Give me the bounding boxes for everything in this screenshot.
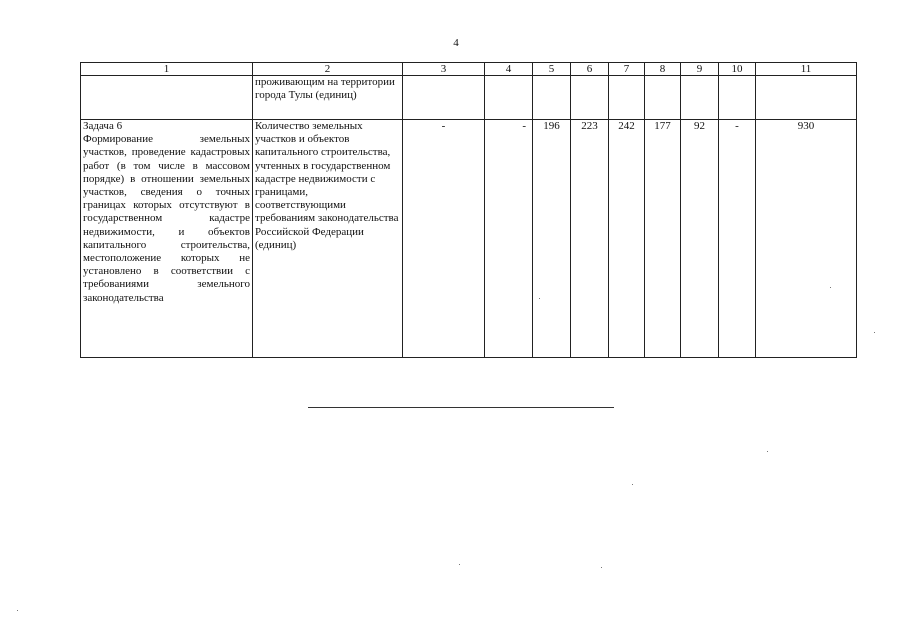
table-cell bbox=[609, 76, 645, 120]
scan-speck bbox=[17, 610, 18, 611]
table-cell bbox=[533, 76, 571, 120]
closing-rule bbox=[308, 407, 614, 408]
indicator-cell: Количество земельных участков и объектов капитального строительства, учтенных в государственном кадастре недвижимости с границами, соответствующими требованиям законодательства Российской Федерации (единиц) bbox=[253, 120, 403, 358]
header-cell: 8 bbox=[645, 63, 681, 76]
indicators-table bbox=[80, 62, 857, 358]
header-cell: 11 bbox=[756, 63, 857, 76]
scan-speck bbox=[830, 287, 831, 288]
table-cell bbox=[719, 76, 756, 120]
continuation-row bbox=[81, 76, 857, 120]
scan-speck bbox=[767, 451, 768, 452]
header-row bbox=[81, 63, 857, 76]
table-cell bbox=[571, 76, 609, 120]
header-cell: 5 bbox=[533, 63, 571, 76]
value-col11: 930 bbox=[756, 120, 857, 358]
table-cell bbox=[756, 76, 857, 120]
scan-speck bbox=[874, 332, 875, 333]
scan-speck bbox=[539, 298, 540, 299]
value-col9: 92 bbox=[681, 120, 719, 358]
header-cell: 7 bbox=[609, 63, 645, 76]
value-col6: 223 bbox=[571, 120, 609, 358]
header-cell: 3 bbox=[403, 63, 485, 76]
header-cell: 6 bbox=[571, 63, 609, 76]
header-cell: 1 bbox=[81, 63, 253, 76]
value-col3: - bbox=[403, 120, 485, 358]
header-cell: 4 bbox=[485, 63, 533, 76]
scan-speck bbox=[632, 484, 633, 485]
table-cell bbox=[403, 76, 485, 120]
table-cell bbox=[681, 76, 719, 120]
scan-speck bbox=[601, 567, 602, 568]
header-cell: 9 bbox=[681, 63, 719, 76]
table-cell bbox=[485, 76, 533, 120]
continuation-col1 bbox=[81, 76, 253, 120]
value-col8: 177 bbox=[645, 120, 681, 358]
header-cell: 2 bbox=[253, 63, 403, 76]
task-description: Формирование земельных участков, проведение кадастровых работ (в том числе в массовом порядке) в отношении земельных участков, сведения о точных границах которых отсутствуют в государственном кадастре недвижимости, и объектов капитального строительства, местоположение которых не установлено в соответствии с требованиями земельного законодательства bbox=[83, 133, 250, 304]
value-col7: 242 bbox=[609, 120, 645, 358]
scan-speck bbox=[459, 564, 460, 565]
task-label: Задача 6 bbox=[83, 120, 123, 132]
value-col4: - bbox=[485, 120, 533, 358]
value-col5: 196 bbox=[533, 120, 571, 358]
header-cell: 10 bbox=[719, 63, 756, 76]
continuation-indicator: проживающим на территории города Тулы (единиц) bbox=[253, 76, 403, 120]
page-number: 4 bbox=[453, 37, 459, 49]
task-cell bbox=[81, 120, 253, 358]
value-col10: - bbox=[719, 120, 756, 358]
task-row bbox=[81, 120, 857, 358]
table-cell bbox=[645, 76, 681, 120]
